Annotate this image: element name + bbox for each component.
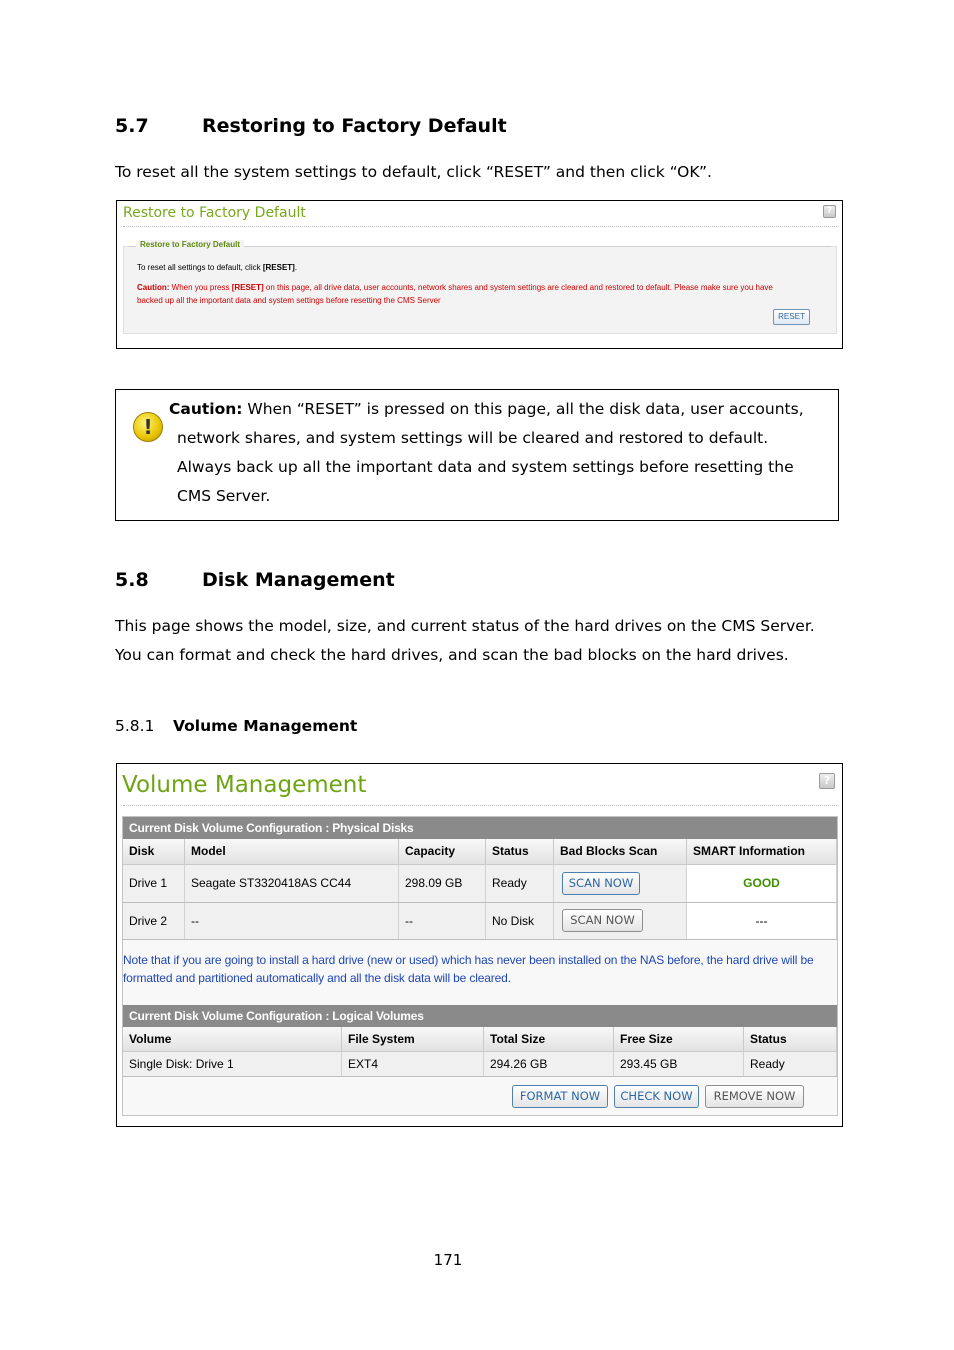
section-title: Disk Management — [202, 569, 395, 591]
volume-status: Ready — [744, 1052, 837, 1076]
smart-status-good: GOOD — [743, 876, 780, 890]
logical-volumes-table — [123, 1027, 837, 1077]
title-divider — [123, 805, 837, 806]
page-number: 171 — [433, 1251, 463, 1269]
row1-disk: Drive 1 — [123, 865, 185, 902]
format-now-button[interactable]: FORMAT NOW — [512, 1085, 608, 1108]
reset-instruction — [137, 263, 297, 272]
caution-label: Caution: — [137, 283, 170, 292]
header-status: Status — [486, 839, 554, 865]
volume-management-screenshot — [116, 763, 843, 1127]
volume-panel-title: Volume Management — [122, 772, 367, 798]
check-now-button[interactable]: CHECK NOW — [614, 1085, 699, 1108]
restore-factory-default-screenshot — [116, 200, 843, 349]
volume-free-size: 293.45 GB — [614, 1052, 744, 1076]
section-5-8-line-2: You can format and check the hard drives, and scan the bad blocks on the hard drives. — [115, 646, 789, 664]
caution-line-4: CMS Server. — [177, 487, 271, 505]
row2-smart-cell — [687, 903, 837, 939]
caution-text: When you press — [169, 283, 232, 292]
smart-status-none: --- — [755, 914, 768, 928]
volume-file-system: EXT4 — [342, 1052, 484, 1076]
header-capacity: Capacity — [399, 839, 486, 865]
row1-model: Seagate ST3320418AS CC44 — [185, 865, 399, 902]
section-title: Restoring to Factory Default — [202, 115, 507, 137]
scan-now-button-drive-1[interactable]: SCAN NOW — [562, 872, 640, 895]
caution-line-1 — [169, 400, 804, 418]
help-icon[interactable]: ? — [819, 773, 835, 789]
header-file-system: File System — [342, 1027, 484, 1052]
warning-icon: ! — [133, 412, 163, 442]
header-total-size: Total Size — [484, 1027, 614, 1052]
header-bad-blocks-scan: Bad Blocks Scan — [554, 839, 687, 865]
header-disk: Disk — [123, 839, 185, 865]
subsection-title: Volume Management — [173, 717, 358, 735]
reset-caution-line-1 — [137, 283, 773, 292]
subsection-number: 5.8.1 — [115, 717, 155, 735]
row-divider — [123, 939, 837, 940]
title-divider — [123, 226, 837, 227]
header-free-size: Free Size — [614, 1027, 744, 1052]
caution-text-rest: on this page, all drive data, user accounts, network shares and system settings are cleared and restored to default. Please make sure you have — [263, 283, 773, 292]
instruction-text: To reset all settings to default, click — [137, 263, 263, 272]
section-5-7-intro: To reset all the system settings to default, click “RESET” and then click “OK”. — [115, 163, 712, 181]
volume-name: Single Disk: Drive 1 — [123, 1052, 342, 1076]
fieldset-legend: Restore to Factory Default — [136, 240, 244, 249]
scan-now-button-drive-2[interactable]: SCAN NOW — [562, 909, 643, 932]
reset-button[interactable]: RESET — [773, 309, 810, 325]
logical-volumes-bar: Current Disk Volume Configuration : Logical Volumes — [123, 1005, 837, 1027]
restore-panel-title: Restore to Factory Default — [123, 205, 306, 221]
format-note-line-1: Note that if you are going to install a hard drive (new or used) which has never been installed on the NAS before, the hard drive will be — [123, 953, 814, 967]
physical-disks-bar: Current Disk Volume Configuration : Physical Disks — [123, 817, 837, 839]
row2-status: No Disk — [486, 903, 554, 939]
row1-smart-cell — [687, 865, 837, 902]
caution-box — [115, 389, 839, 521]
row2-capacity: -- — [399, 903, 486, 939]
help-icon[interactable]: ? — [823, 205, 836, 218]
section-5-8-1-heading — [115, 717, 358, 735]
row2-disk: Drive 2 — [123, 903, 185, 939]
row1-status: Ready — [486, 865, 554, 902]
volume-total-size: 294.26 GB — [484, 1052, 614, 1076]
caution-label: Caution: — [169, 400, 243, 418]
row-divider — [123, 1076, 837, 1077]
caution-text: When “RESET” is pressed on this page, all the disk data, user accounts, — [242, 400, 804, 418]
section-5-8-heading — [115, 569, 715, 595]
section-number: 5.8 — [115, 569, 149, 591]
remove-now-button[interactable]: REMOVE NOW — [705, 1085, 804, 1108]
row2-model: -- — [185, 903, 399, 939]
header-smart-information: SMART Information — [687, 839, 837, 865]
header-volume: Volume — [123, 1027, 342, 1052]
section-5-8-line-1: This page shows the model, size, and current status of the hard drives on the CMS Server. — [115, 617, 815, 635]
header-model: Model — [185, 839, 399, 865]
header-status: Status — [744, 1027, 837, 1052]
caution-line-2: network shares, and system settings will be cleared and restored to default. — [177, 429, 769, 447]
section-5-7-heading — [115, 115, 715, 141]
reset-caution-line-2: backed up all the important data and system settings before resetting the CMS Server — [137, 296, 441, 305]
instruction-reset-keyword: [RESET] — [262, 263, 295, 272]
row1-capacity: 298.09 GB — [399, 865, 486, 902]
physical-disks-table — [123, 839, 837, 939]
caution-line-3: Always back up all the important data and system settings before resetting the — [177, 458, 794, 476]
caution-reset-keyword: [RESET] — [231, 283, 264, 292]
format-note-line-2: formatted and partitioned automatically and all the disk data will be cleared. — [123, 971, 511, 985]
section-number: 5.7 — [115, 115, 149, 137]
instruction-end: . — [294, 263, 298, 272]
